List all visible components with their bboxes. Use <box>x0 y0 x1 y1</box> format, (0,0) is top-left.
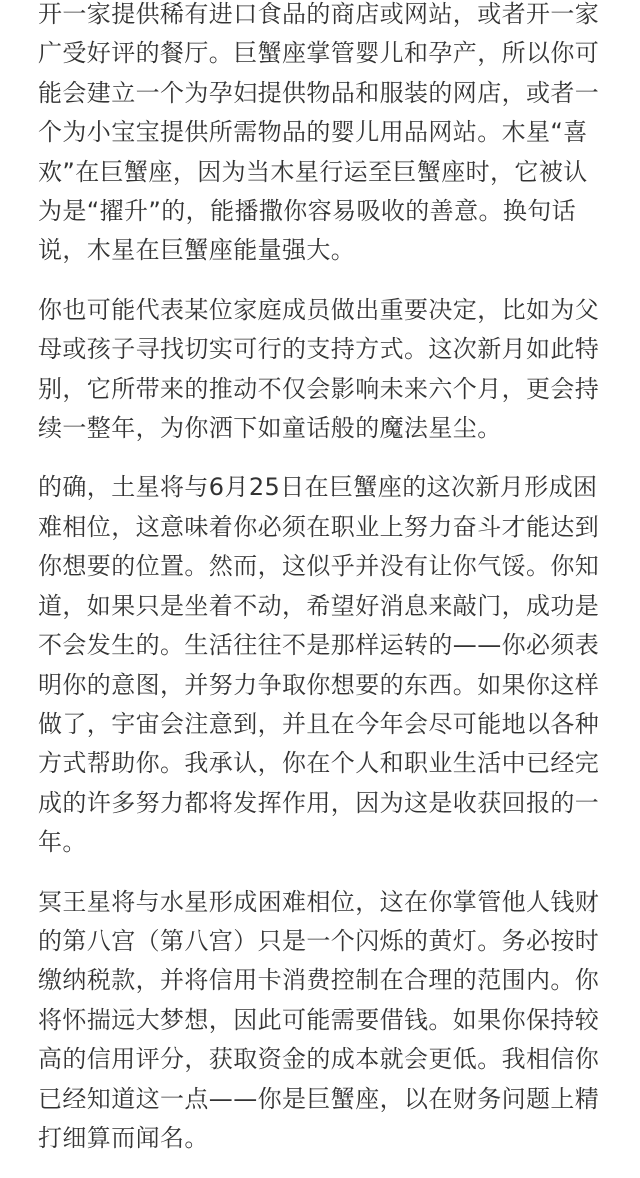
article-body <box>38 0 604 1178</box>
article-paragraph-3: 的确，土星将与6月25日在巨蟹座的这次新月形成困难相位，这意味着你必须在职业上努力奋斗才能达到你想要的位置。然而，这似乎并没有让你气馁。你知道，如果只是坐着不动，希望好消息来敲门，成功是不会发生的。生活往往不是那样运转的——你必须表明你的意图，并努力争取你想要的东西。如果你这样做了，宇宙会注意到，并且在今年会尽可能地以各种方式帮助你。我承认，你在个人和职业生活中已经完成的许多努力都将发挥作用，因为这是收获回报的一年。 <box>38 473 600 857</box>
article-paragraph-4: 冥王星将与水星形成困难相位，这在你掌管他人钱财的第八宫（第八宫）只是一个闪烁的黄灯。务必按时缴纳税款，并将信用卡消费控制在合理的范围内。你将怀揣远大梦想，因此可能需要借钱。如果你保持较高的信用评分，获取资金的成本就会更低。我相信你已经知道这一点——你是巨蟹座，以在财务问题上精打细算而闻名。 <box>38 887 600 1152</box>
article-paragraph-2: 你也可能代表某位家庭成员做出重要决定，比如为父母或孩子寻找切实可行的支持方式。这次新月如此特别，它所带来的推动不仅会影响未来六个月，更会持续一整年，为你洒下如童话般的魔法星尘。 <box>38 295 600 443</box>
article-paragraph-1: 开一家提供稀有进口食品的商店或网站，或者开一家广受好评的餐厅。巨蟹座掌管婴儿和孕产，所以你可能会建立一个为孕妇提供物品和服装的网店，或者一个为小宝宝提供所需物品的婴儿用品网站。木星“喜欢”在巨蟹座，因为当木星行运至巨蟹座时，它被认为是“擢升”的，能播撒你容易吸收的善意。换句话说，木星在巨蟹座能量强大。 <box>38 0 600 265</box>
